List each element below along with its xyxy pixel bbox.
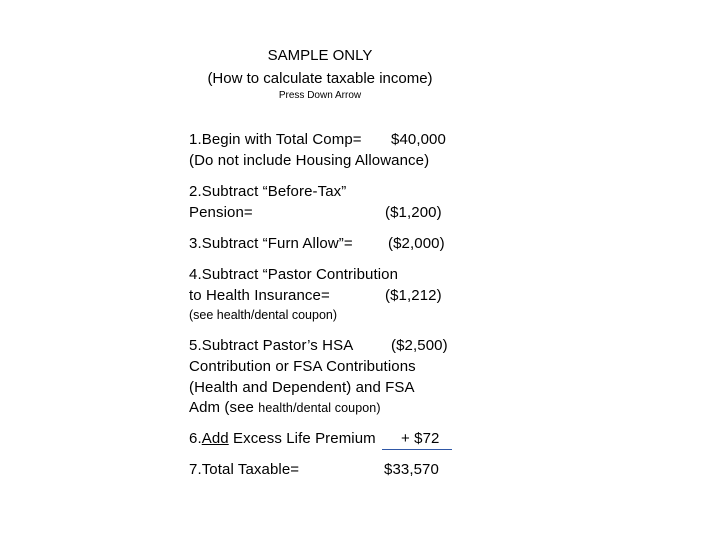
step-5-label-line4-b: health/dental coupon) <box>258 401 381 415</box>
step-3-value: ($2,000) <box>388 235 445 252</box>
step-5-value: ($2,500) <box>391 337 448 354</box>
page-subtitle: (How to calculate taxable income) <box>207 70 433 87</box>
step-4-label-line2: to Health Insurance= <box>189 287 330 304</box>
step-5-label-line4 <box>189 399 381 416</box>
step-1-value: $40,000 <box>391 131 446 148</box>
step-6-prefix: 6. <box>189 430 202 447</box>
step-5-label-line4-a: Adm (see <box>189 399 254 416</box>
step-1-note: (Do not include Housing Allowance) <box>189 152 430 169</box>
step-1-label: 1.Begin with Total Comp= <box>189 131 362 148</box>
step-6-value: + $72 <box>401 430 440 447</box>
step-5-label-line3: (Health and Dependent) and FSA <box>189 379 415 396</box>
step-2-label-line1: 2.Subtract “Before-Tax” <box>189 183 347 200</box>
step-7-label: 7.Total Taxable= <box>189 461 300 478</box>
step-5-label-line2: Contribution or FSA Contributions <box>189 358 416 375</box>
page-title: SAMPLE ONLY <box>267 47 373 64</box>
sum-rule <box>382 449 452 450</box>
step-2-value: ($1,200) <box>385 204 442 221</box>
step-6-rest: Excess Life Premium <box>233 430 376 447</box>
step-5-label-line1: 5.Subtract Pastor’s HSA <box>189 337 354 354</box>
step-4-value: ($1,212) <box>385 287 442 304</box>
step-3-label: 3.Subtract “Furn Allow”= <box>189 235 353 252</box>
step-6-add: Add <box>201 430 229 447</box>
step-2-label-line2: Pension= <box>189 204 253 221</box>
step-7-value: $33,570 <box>384 461 439 478</box>
step-6-label <box>189 430 376 447</box>
step-4-label-line1: 4.Subtract “Pastor Contribution <box>189 266 399 283</box>
navigation-hint: Press Down Arrow <box>278 90 362 101</box>
step-4-note: (see health/dental coupon) <box>189 308 338 322</box>
